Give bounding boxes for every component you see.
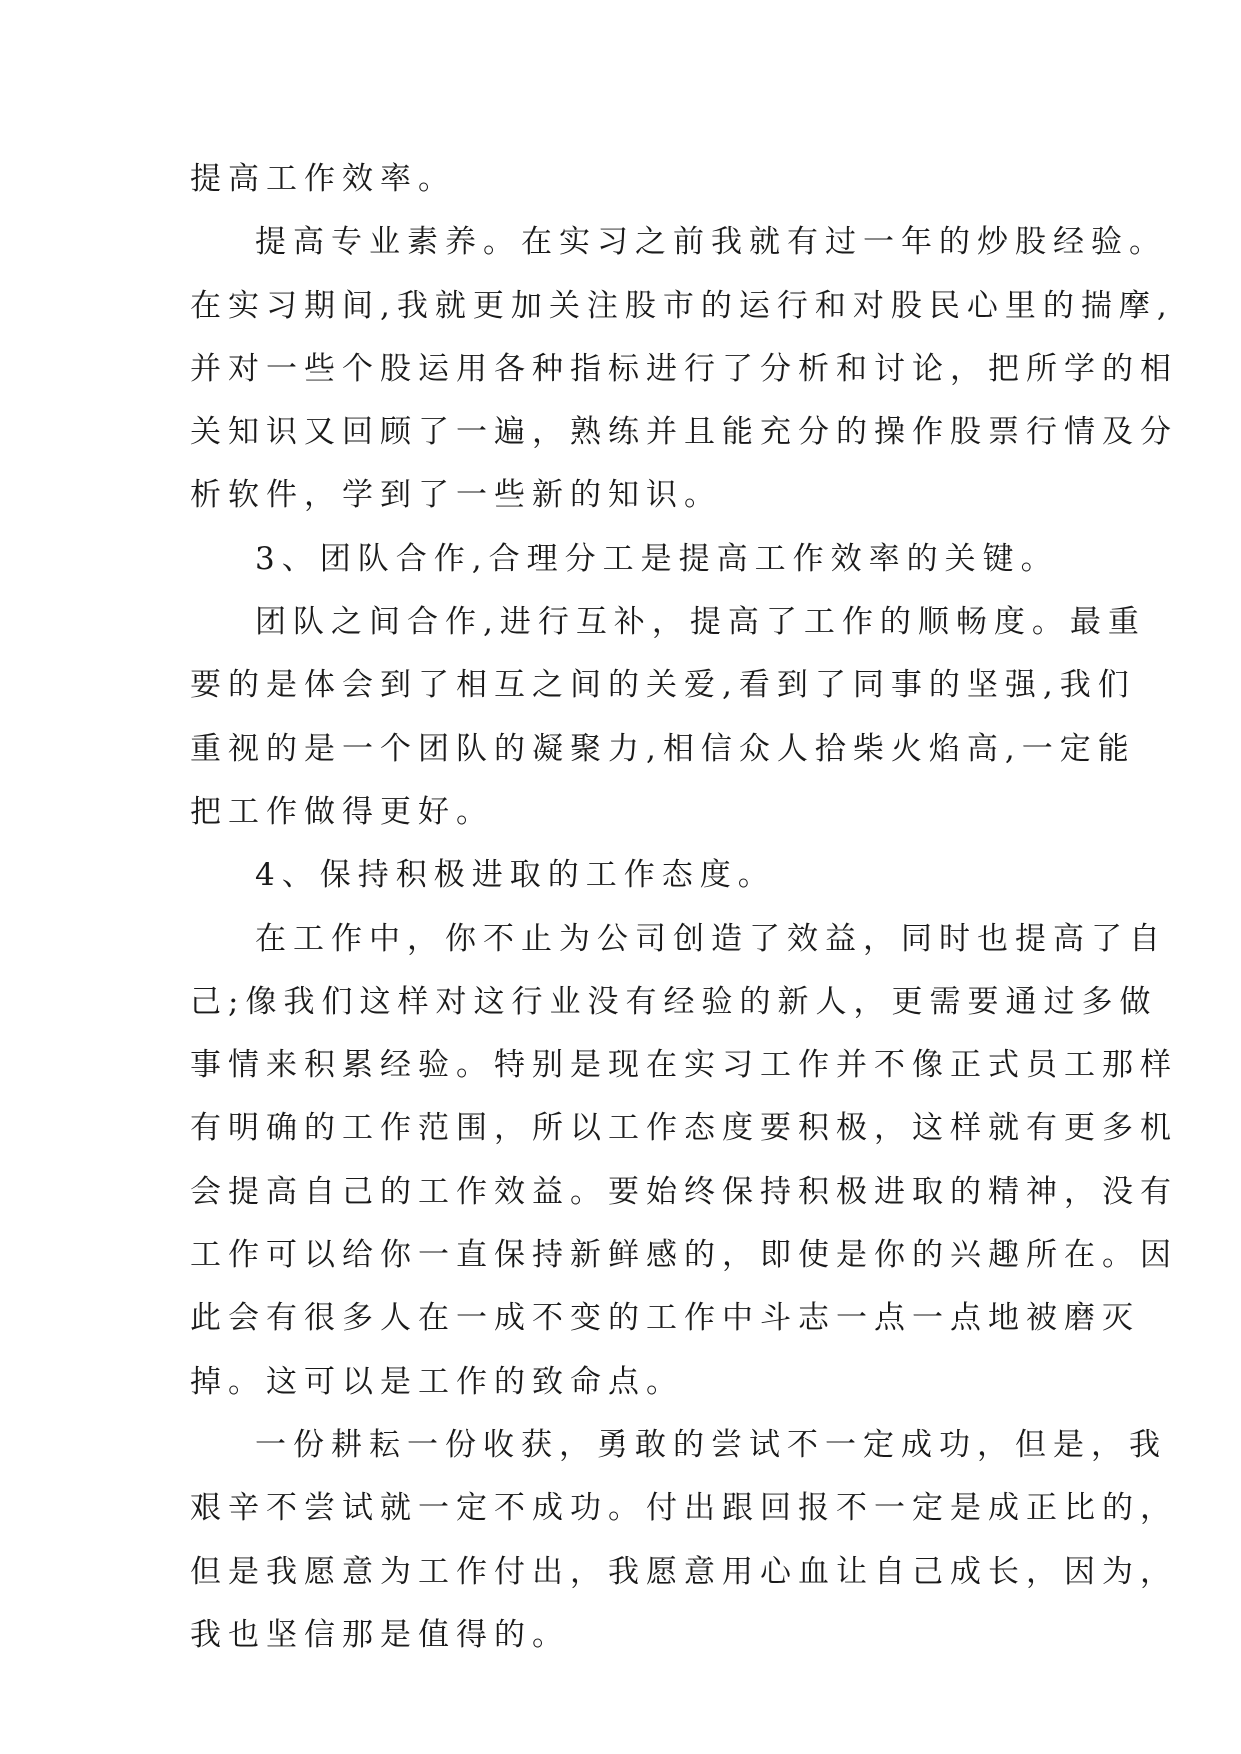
text-line: 团队之间合作,进行互补，提高了工作的顺畅度。最重 xyxy=(255,604,1146,641)
text-line: 己;像我们这样对这行业没有经验的新人，更需要通过多做 xyxy=(190,983,1158,1020)
text-line: 一份耕耘一份收获，勇敢的尝试不一定成功，但是，我 xyxy=(255,1426,1167,1463)
text-line: 在实习期间,我就更加关注股市的运行和对股民心里的揣摩, xyxy=(190,287,1174,324)
text-line: 工作可以给你一直保持新鲜感的，即使是你的兴趣所在。因 xyxy=(190,1237,1178,1274)
text-line: 关知识又回顾了一遍，熟练并且能充分的操作股票行情及分 xyxy=(190,414,1178,451)
text-line: 重视的是一个团队的凝聚力,相信众人拾柴火焰高,一定能 xyxy=(190,730,1136,767)
text-line: 提高工作效率。 xyxy=(190,161,456,197)
text-line: 有明确的工作范围，所以工作态度要积极，这样就有更多机 xyxy=(190,1110,1178,1147)
text-line: 但是我愿意为工作付出，我愿意用心血让自己成长，因为， xyxy=(190,1553,1178,1590)
document-body xyxy=(190,148,1178,1667)
text-line: 把工作做得更好。 xyxy=(190,793,494,830)
text-line: 在工作中，你不止为公司创造了效益，同时也提高了自 xyxy=(255,920,1167,957)
section-heading: 4、保持积极进取的工作态度。 xyxy=(255,857,776,894)
text-line: 提高专业素养。在实习之前我就有过一年的炒股经验。 xyxy=(255,224,1167,261)
text-line: 事情来积累经验。特别是现在实习工作并不像正式员工那样 xyxy=(190,1047,1178,1084)
text-line: 并对一些个股运用各种指标进行了分析和讨论，把所学的相 xyxy=(190,350,1178,387)
section-heading: 3、团队合作,合理分工是提高工作效率的关键。 xyxy=(255,540,1059,577)
text-line: 此会有很多人在一成不变的工作中斗志一点一点地被磨灭 xyxy=(190,1300,1140,1337)
text-line: 艰辛不尝试就一定不成功。付出跟回报不一定是成正比的， xyxy=(190,1490,1178,1527)
text-line: 要的是体会到了相互之间的关爱,看到了同事的坚强,我们 xyxy=(190,667,1136,704)
text-line: 我也坚信那是值得的。 xyxy=(190,1616,570,1653)
text-line: 掉。这可以是工作的致命点。 xyxy=(190,1363,684,1400)
text-line: 会提高自己的工作效益。要始终保持积极进取的精神，没有 xyxy=(190,1173,1178,1210)
text-line: 析软件，学到了一些新的知识。 xyxy=(190,477,722,514)
